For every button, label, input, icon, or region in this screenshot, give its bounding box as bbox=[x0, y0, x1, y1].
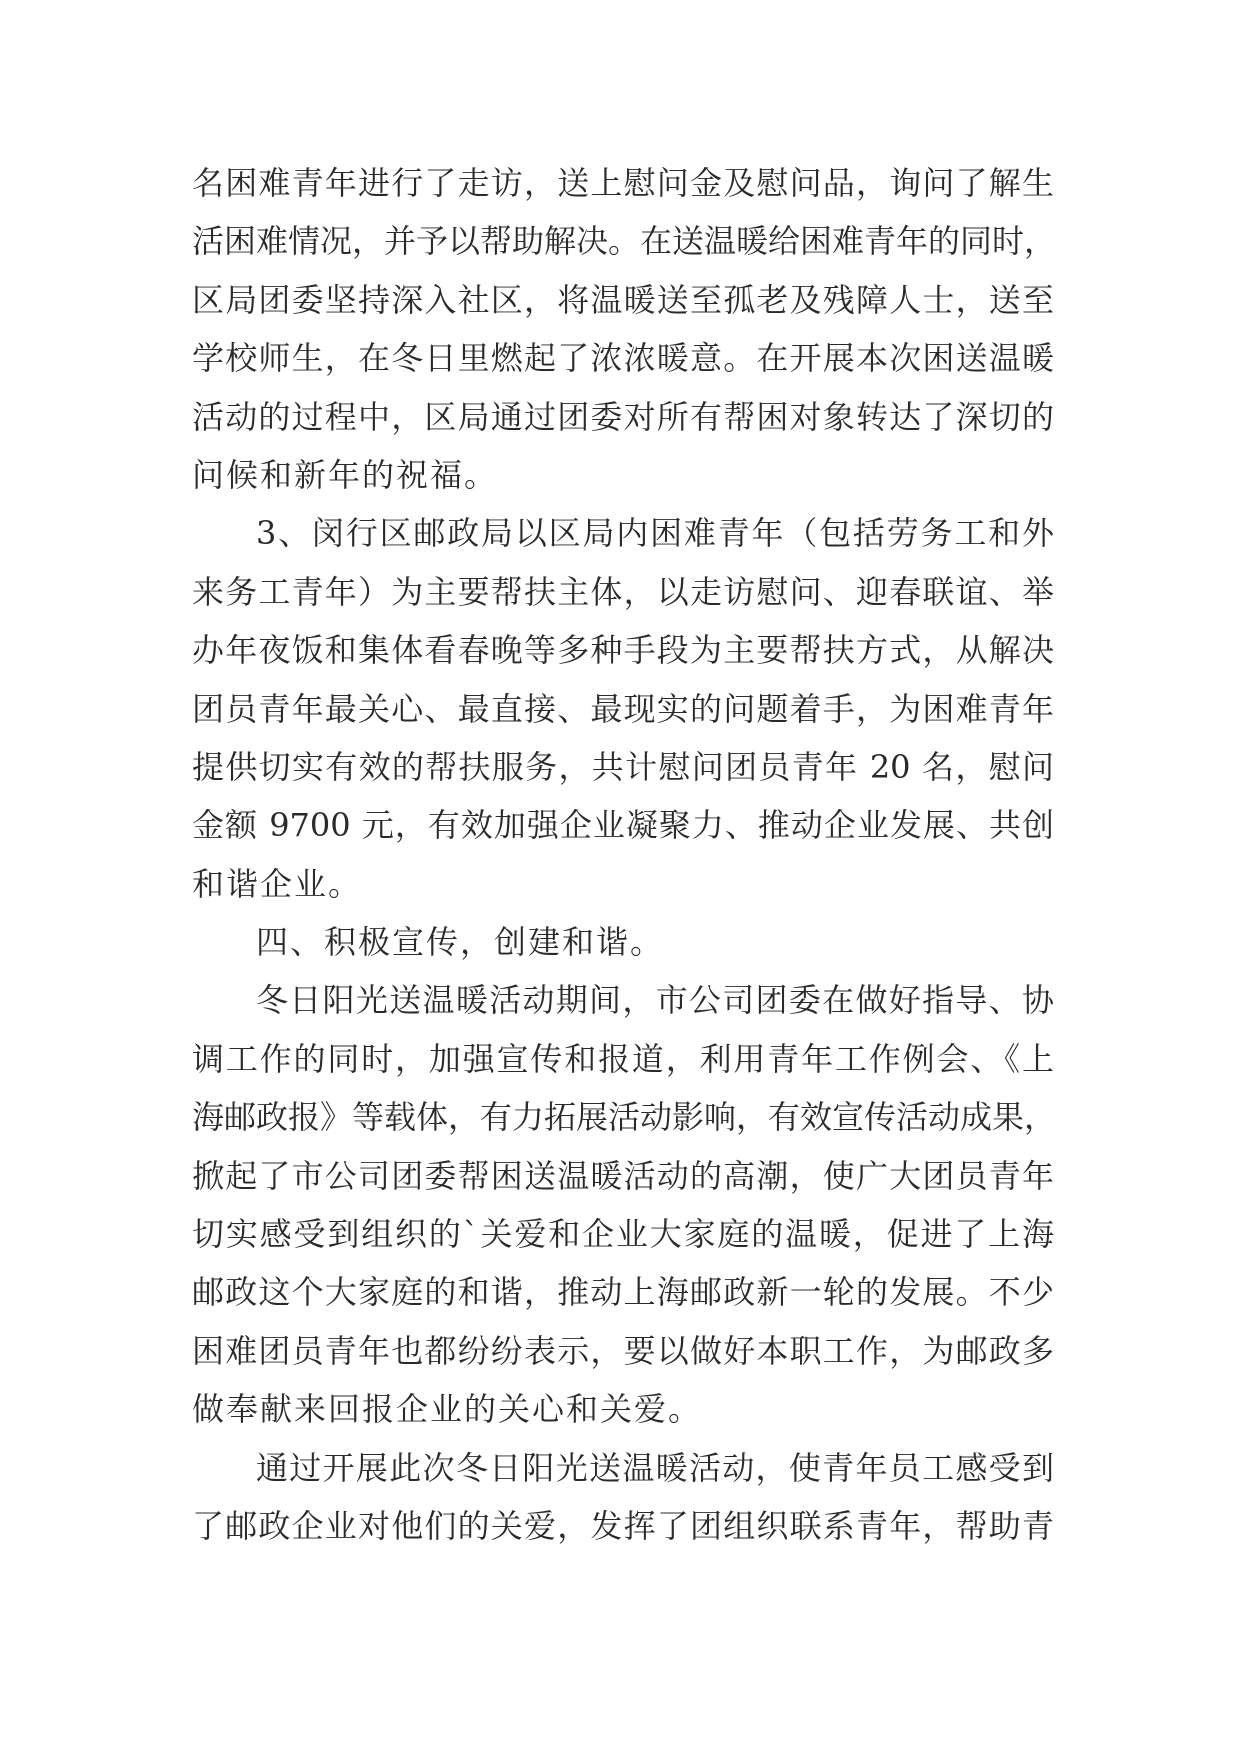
text-line: 学校师生，在冬日里燃起了浓浓暖意。在开展本次困送温暖 bbox=[192, 339, 1054, 378]
section-heading: 四、积极宣传，创建和谐。 bbox=[256, 923, 665, 962]
text-line: 区局团委坚持深入社区，将温暖送至孤老及残障人士，送至 bbox=[192, 280, 1054, 319]
text-line: 活动的过程中，区局通过团委对所有帮困对象转达了深切的 bbox=[192, 397, 1054, 436]
document-body bbox=[192, 154, 1057, 1555]
text-line: 活困难情况，并予以帮助解决。在送温暖给困难青年的同时， bbox=[192, 222, 1057, 261]
text-line: 掀起了市公司团委帮困送温暖活动的高潮，使广大团员青年 bbox=[192, 1156, 1054, 1195]
text-line: 办年夜饭和集体看春晚等多种手段为主要帮扶方式，从解决 bbox=[192, 631, 1054, 670]
text-line: 做奉献来回报企业的关心和关爱。 bbox=[192, 1390, 703, 1429]
text-line: 调工作的同时，加强宣传和报道，利用青年工作例会、《上 bbox=[192, 1039, 1054, 1078]
text-line: 问候和新年的祝福。 bbox=[192, 455, 499, 494]
text-line: 提供切实有效的帮扶服务，共计慰问团员青年 20 名，慰问 bbox=[192, 747, 1054, 786]
paragraph-start-line: 冬日阳光送温暖活动期间，市公司团委在做好指导、协 bbox=[256, 981, 1054, 1020]
text-line: 金额 9700 元，有效加强企业凝聚力、推动企业发展、共创 bbox=[192, 806, 1054, 845]
paragraph-start-line: 通过开展此次冬日阳光送温暖活动，使青年员工感受到 bbox=[256, 1448, 1054, 1487]
text-line: 海邮政报》等载体，有力拓展活动影响，有效宣传活动成果， bbox=[192, 1098, 1057, 1137]
text-line: 了邮政企业对他们的关爱，发挥了团组织联系青年，帮助青 bbox=[192, 1506, 1054, 1545]
text-line: 来务工青年）为主要帮扶主体，以走访慰问、迎春联谊、举 bbox=[192, 572, 1054, 611]
text-line: 名困难青年进行了走访，送上慰问金及慰问品，询问了解生 bbox=[192, 164, 1054, 202]
text-line: 团员青年最关心、最直接、最现实的问题着手，为困难青年 bbox=[192, 689, 1054, 728]
text-line: 困难团员青年也都纷纷表示，要以做好本职工作，为邮政多 bbox=[192, 1331, 1054, 1370]
text-line: 和谐企业。 bbox=[192, 864, 363, 903]
paragraph-start-line: 3、闵行区邮政局以区局内困难青年（包括劳务工和外 bbox=[256, 514, 1054, 553]
text-line: 切实感受到组织的`关爱和企业大家庭的温暖，促进了上海 bbox=[192, 1215, 1054, 1254]
text-line: 邮政这个大家庭的和谐，推动上海邮政新一轮的发展。不少 bbox=[192, 1273, 1054, 1312]
